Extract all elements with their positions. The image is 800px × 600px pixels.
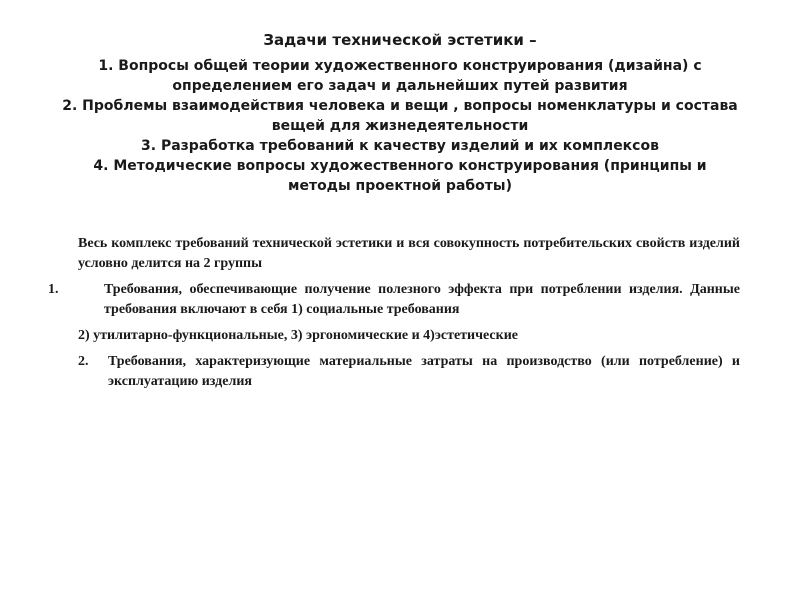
list-item-2-text: Требования, характеризующие материальные затраты на производство (или потребление) и эксплуатацию изделия	[108, 354, 740, 389]
title-item-4: 4. Методические вопросы художественного конструирования (принципы и методы проектной работы)	[93, 158, 707, 194]
title-block	[60, 30, 740, 196]
list-item-2-number: 2.	[78, 354, 89, 369]
body-block	[48, 234, 740, 398]
list-item-1-number: 1.	[48, 282, 59, 297]
list-item-1	[48, 280, 740, 320]
intro-paragraph: Весь комплекс требований технической эстетики и вся совокупность потребительских свойств изделий условно делится на 2 группы	[78, 236, 740, 271]
list-item-1-continuation: 2) утилитарно-функциональные, 3) эргономические и 4)эстетические	[78, 328, 518, 343]
title-item-1: 1. Вопросы общей теории художественного конструирования (дизайна) с определением его задач и дальнейших путей развития	[98, 58, 702, 94]
title-heading: Задачи технической эстетики –	[263, 31, 537, 49]
list-item-2	[78, 352, 740, 392]
title-item-2: 2. Проблемы взаимодействия человека и вещи , вопросы номенклатуры и состава вещей для жизнедеятельности	[62, 98, 738, 134]
title-item-3: 3. Разработка требований к качеству изделий и их комплексов	[141, 138, 659, 154]
list-item-1-text: Требования, обеспечивающие получение полезного эффекта при потреблении изделия. Данные требования включают в себя 1) социальные требования	[104, 282, 740, 317]
